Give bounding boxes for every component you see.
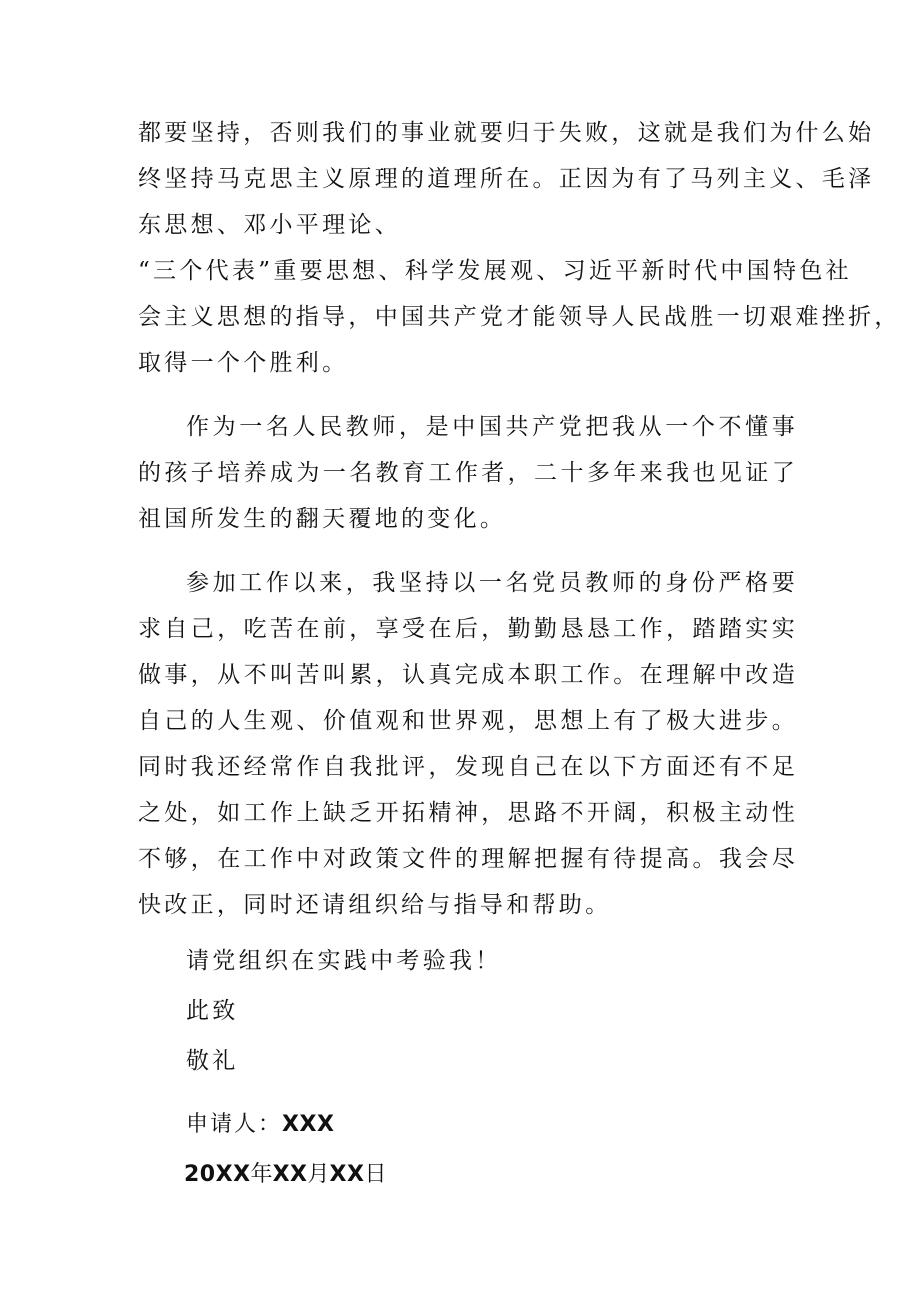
date-year: 20XX	[184, 1162, 251, 1187]
applicant-line	[138, 1102, 798, 1148]
text-line: 取得一个个胜利。	[138, 350, 349, 376]
text-line: 都要坚持，否则我们的事业就要归于失败，这就是我们为什么始	[138, 120, 875, 146]
applicant-name: XXX	[282, 1112, 335, 1137]
date-month: XX	[272, 1162, 308, 1187]
text-line: “三个代表”重要思想、科学发展观、习近平新时代中国特色社	[138, 258, 852, 284]
applicant-label: 申请人：	[186, 1112, 283, 1137]
date-day-unit: 日	[364, 1162, 387, 1187]
date-line	[138, 1152, 798, 1198]
date-year-unit: 年	[250, 1162, 273, 1187]
paragraph-work: 参加工作以来，我坚持以一名党员教师的身份严格要求自己，吃苦在前，享受在后，勤勤恳恳工作，踏踏实实做事，从不叫苦叫累，认真完成本职工作。在理解中改造自己的人生观、价值观和世界观，思想上有了极大进步。同时我还经常作自我批评，发现自己在以下方面还有不足之处，如工作上缺乏开拓精神，思路不开阔，积极主动性不够，在工作中对政策文件的理解把握有待提高。我会尽快改正，同时还请组织给与指导和帮助。	[138, 570, 798, 918]
paragraph-teacher: 作为一名人民教师，是中国共产党把我从一个不懂事的孩子培养成为一名教育工作者，二十多年来我也见证了祖国所发生的翻天覆地的变化。	[138, 414, 798, 532]
date-month-unit: 月	[307, 1162, 330, 1187]
paragraph-continuation	[138, 110, 901, 386]
date-day: XX	[329, 1162, 365, 1187]
salutation-jingli: 敬礼	[186, 1048, 239, 1074]
text-line: 会主义思想的指导，中国共产党才能领导人民战胜一切艰难挫折，	[138, 304, 901, 330]
text-line: 终坚持马克思主义原理的道理所在。正因为有了马列主义、毛泽	[138, 166, 875, 192]
text-line: 东思想、邓小平理论、	[138, 212, 401, 238]
closing-request: 请党组织在实践中考验我！	[186, 948, 502, 974]
document-body	[138, 110, 901, 1198]
salutation-cizhi: 此致	[186, 998, 239, 1024]
